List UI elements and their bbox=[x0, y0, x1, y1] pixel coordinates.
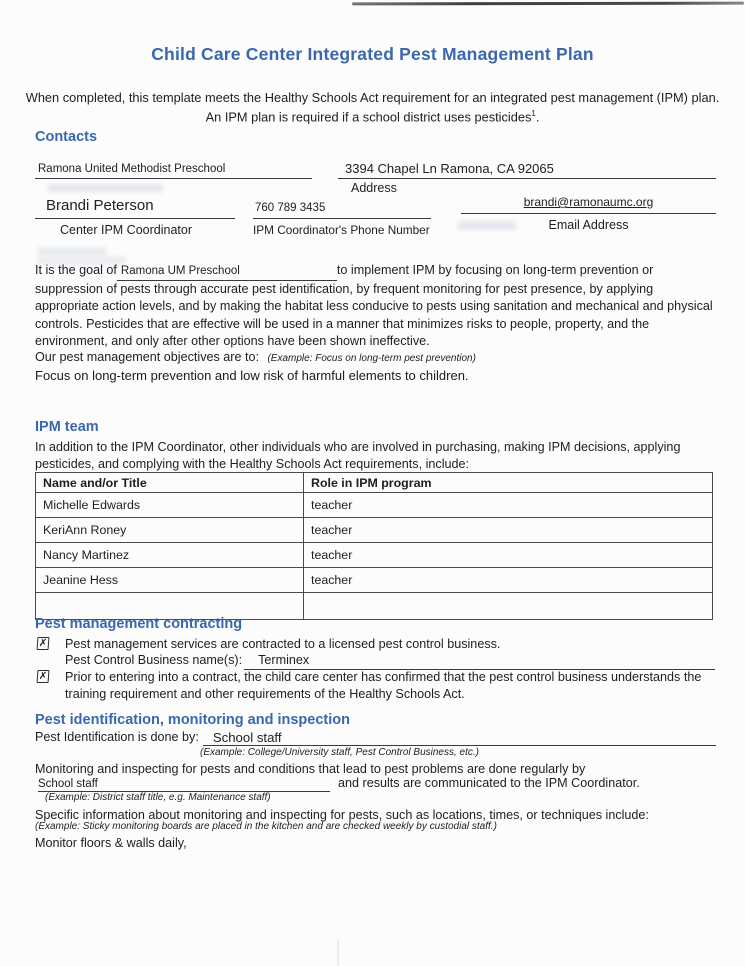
contracting-item-2 bbox=[37, 669, 709, 702]
objectives-example: (Example: Focus on long-term pest prevention) bbox=[267, 353, 476, 364]
contracting-item-1 bbox=[37, 636, 715, 653]
business-name-line bbox=[65, 652, 715, 670]
goal-text: to implement IPM by focusing on long-term prevention or suppression of pests through accurate pest identification, by frequent monitoring for pest presence, by applying appropriate action levels, and by making the habitat less conducive to pests using sanitation and mechanical and physical controls. Pesticides that are effective will be used in a manner that minimizes risks to people, property, and the environment, and only after other options have been shown ineffective. bbox=[35, 263, 713, 348]
phone-field bbox=[253, 195, 431, 237]
ipm-team-description: In addition to the IPM Coordinator, other individuals who are involved in purchasing, making IPM decisions, applying pesticides, and complying with the Healthy Schools Act requirements, include: bbox=[35, 440, 681, 471]
specific-label: Specific information about monitoring and inspecting for pests, such as locations, times, or techniques include: bbox=[35, 808, 649, 822]
phone-label: IPM Coordinator's Phone Number bbox=[253, 223, 430, 237]
ipm-team-heading: IPM team bbox=[35, 419, 99, 435]
scan-artifact-ghost-text bbox=[38, 247, 106, 256]
goal-paragraph bbox=[35, 262, 718, 350]
cell-name: Nancy Martinez bbox=[36, 543, 304, 568]
scan-artifact-ghost-text bbox=[48, 184, 163, 192]
cell-role: teacher bbox=[304, 518, 713, 543]
table-header-row bbox=[36, 473, 713, 493]
intro-period: . bbox=[535, 109, 540, 125]
specific-value: Monitor floors & walls daily, bbox=[35, 836, 187, 850]
checkbox-checked-icon: ✗ bbox=[38, 671, 48, 682]
cell-role: teacher bbox=[304, 568, 713, 593]
phone-value: 760 789 3435 bbox=[253, 195, 431, 219]
objectives-value: Focus on long-term prevention and low risk of harmful elements to children. bbox=[35, 368, 469, 384]
cell-name: Michelle Edwards bbox=[36, 493, 304, 518]
monitoring-line1: Monitoring and inspecting for pests and conditions that lead to pest problems are done regularly by bbox=[35, 762, 586, 776]
table-row bbox=[36, 518, 713, 543]
email-value-wrap bbox=[461, 195, 716, 210]
col-header-name: Name and/or Title bbox=[36, 473, 304, 493]
checkbox-checked-icon: ✗ bbox=[38, 638, 48, 649]
scan-artifact-bottom-line bbox=[337, 939, 339, 966]
done-by-line bbox=[35, 729, 716, 746]
identification-heading: Pest identification, monitoring and inspection bbox=[35, 712, 350, 728]
intro-text bbox=[0, 90, 745, 125]
contacts-row-2 bbox=[35, 195, 716, 237]
email-field bbox=[461, 195, 716, 237]
center-name-value: Ramona United Methodist Preschool bbox=[35, 161, 312, 179]
intro-line1: When completed, this template meets the Healthy Schools Act requirement for an integrated pest management (IPM) plan. bbox=[25, 90, 720, 105]
contracting-item2-text: Prior to entering into a contract, the child care center has confirmed that the pest control business understands the training requirement and other requirements of the Healthy Schools Act. bbox=[65, 670, 702, 701]
objectives-label: Our pest management objectives are to: bbox=[35, 350, 260, 364]
scan-artifact-top-line bbox=[352, 2, 744, 6]
goal-prefix: It is the goal of bbox=[35, 263, 117, 277]
goal-school-name-value: Ramona UM Preschool bbox=[117, 263, 337, 281]
cell-name: Jeanine Hess bbox=[36, 568, 304, 593]
coordinator-label: Center IPM Coordinator bbox=[60, 223, 193, 237]
email-value: brandi@ramonaumc.org bbox=[523, 195, 654, 209]
monitoring-line2-text: and results are communicated to the IPM Coordinator. bbox=[338, 776, 640, 790]
scan-artifact-ghost-text bbox=[458, 221, 516, 230]
cell-name: KeriAnn Roney bbox=[36, 518, 304, 543]
coordinator-name-value: Brandi Peterson bbox=[35, 195, 235, 219]
done-by-example: (Example: College/University staff, Pest Control Business, etc.) bbox=[200, 747, 479, 758]
table-row bbox=[36, 568, 713, 593]
cell-role: teacher bbox=[304, 543, 713, 568]
contacts-heading: Contacts bbox=[35, 129, 98, 145]
specific-example: (Example: Sticky monitoring boards are placed in the kitchen and are checked weekly by custodial staff.) bbox=[35, 821, 497, 832]
page-title: Child Care Center Integrated Pest Management Plan bbox=[151, 44, 594, 64]
ipm-team-table bbox=[35, 472, 713, 620]
address-value: 3394 Chapel Ln Ramona, CA 92065 bbox=[338, 161, 716, 179]
monitoring-line2 bbox=[38, 775, 716, 792]
col-header-role: Role in IPM program bbox=[304, 473, 713, 493]
intro-line2: An IPM plan is required if a school district uses pesticides bbox=[205, 109, 532, 125]
monitoring-value: School staff bbox=[38, 778, 330, 792]
table-row bbox=[36, 543, 713, 568]
business-name-value: Terminex bbox=[244, 652, 715, 670]
contracting-item1-text: Pest management services are contracted to a licensed pest control business. bbox=[65, 637, 501, 651]
footnote-marker: 1 bbox=[531, 109, 536, 118]
done-by-label: Pest Identification is done by: bbox=[35, 730, 199, 744]
contracting-heading: Pest management contracting bbox=[35, 616, 243, 632]
address-label: Address bbox=[351, 181, 397, 195]
cell-role bbox=[304, 593, 713, 620]
monitoring-example: (Example: District staff title, e.g. Maintenance staff) bbox=[45, 792, 271, 803]
email-label: Email Address bbox=[548, 218, 629, 232]
objectives-block bbox=[35, 348, 718, 383]
address-field bbox=[338, 161, 716, 195]
cell-role: teacher bbox=[304, 493, 713, 518]
done-by-value: School staff bbox=[203, 730, 716, 746]
table-row bbox=[36, 493, 713, 518]
coordinator-field bbox=[35, 195, 235, 237]
business-name-label: Pest Control Business name(s): bbox=[65, 653, 243, 667]
ipm-team-table-wrap bbox=[35, 472, 713, 620]
